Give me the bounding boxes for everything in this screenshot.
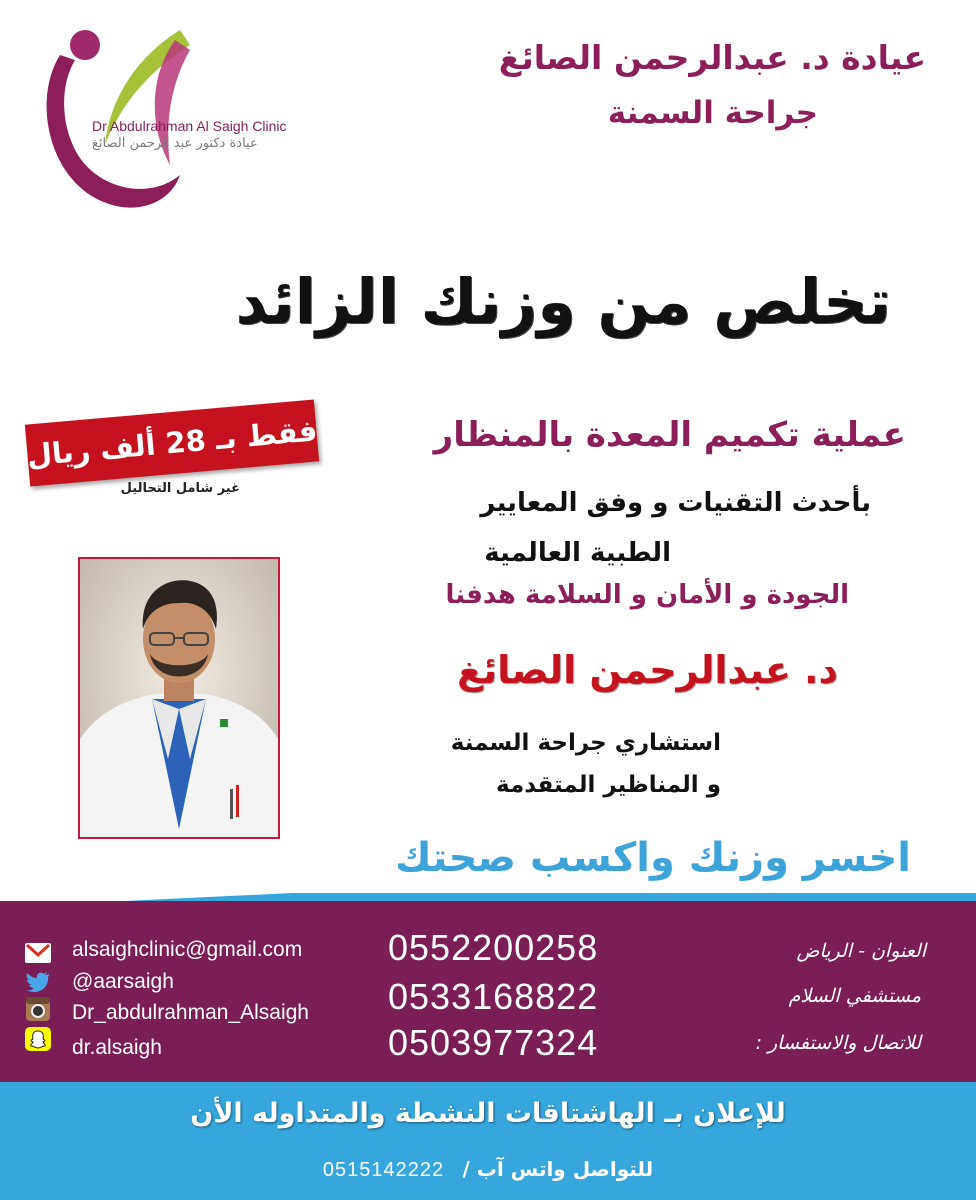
doctor-title-1: استشاري جراحة السمنة xyxy=(450,730,721,756)
twitter-icon xyxy=(24,968,52,994)
logo-name-ar: عيادة دكتور عبد الرحمن الصائغ xyxy=(92,136,258,151)
doctor-photo xyxy=(78,557,280,839)
instagram-icon xyxy=(24,996,52,1022)
procedure-title: عملية تكميم المعدة بالمنظار xyxy=(433,415,906,455)
whatsapp-label: للتواصل واتس آب / xyxy=(462,1157,654,1181)
instagram-handle[interactable]: Dr_abdulrahman_Alsaigh xyxy=(72,1001,309,1024)
phone-2[interactable]: 0533168822 xyxy=(388,976,599,1017)
address-line-1: العنوان - الرياض xyxy=(796,940,926,962)
address-line-3: للاتصال والاستفسار : xyxy=(755,1032,921,1054)
price-badge xyxy=(25,399,319,486)
whatsapp-contact xyxy=(0,1157,976,1182)
whatsapp-number[interactable]: 0515142222 xyxy=(322,1159,445,1181)
logo-name-en: Dr Abdulrahman Al Saigh Clinic xyxy=(92,118,287,134)
price-note: غير شامل التحاليل xyxy=(120,481,240,496)
advert-text: للإعلان بـ الهاشتاقات النشطة والمتداوله الأن xyxy=(190,1098,786,1129)
phone-3[interactable]: 0503977324 xyxy=(388,1022,599,1063)
headline: تخلص من وزنك الزائد xyxy=(235,265,891,338)
email-link[interactable]: alsaighclinic@gmail.com xyxy=(72,938,303,961)
snapchat-icon xyxy=(24,1026,52,1052)
doctor-name: د. عبدالرحمن الصائغ xyxy=(456,648,838,692)
clinic-title: عيادة د. عبدالرحمن الصائغ xyxy=(498,38,926,77)
feature-line-3: الجودة و الأمان و السلامة هدفنا xyxy=(445,580,849,610)
doctor-title-2: و المناظير المتقدمة xyxy=(496,772,721,798)
doctor-portrait-icon xyxy=(80,559,278,837)
feature-line-2: الطبية العالمية xyxy=(484,538,671,568)
address-line-2: مستشفي السلام xyxy=(788,985,921,1007)
feature-line-1: بأحدث التقنيات و وفق المعايير xyxy=(480,488,871,518)
gmail-icon xyxy=(24,940,52,966)
price-label: فقط بـ 28 ألف ريال xyxy=(25,413,319,473)
clinic-specialty: جراحة السمنة xyxy=(607,95,818,131)
slogan: اخسر وزنك واكسب صحتك xyxy=(395,835,911,881)
phone-1[interactable]: 0552200258 xyxy=(388,927,599,968)
twitter-handle[interactable]: @aarsaigh xyxy=(72,970,174,993)
snapchat-handle[interactable]: dr.alsaigh xyxy=(72,1036,162,1059)
